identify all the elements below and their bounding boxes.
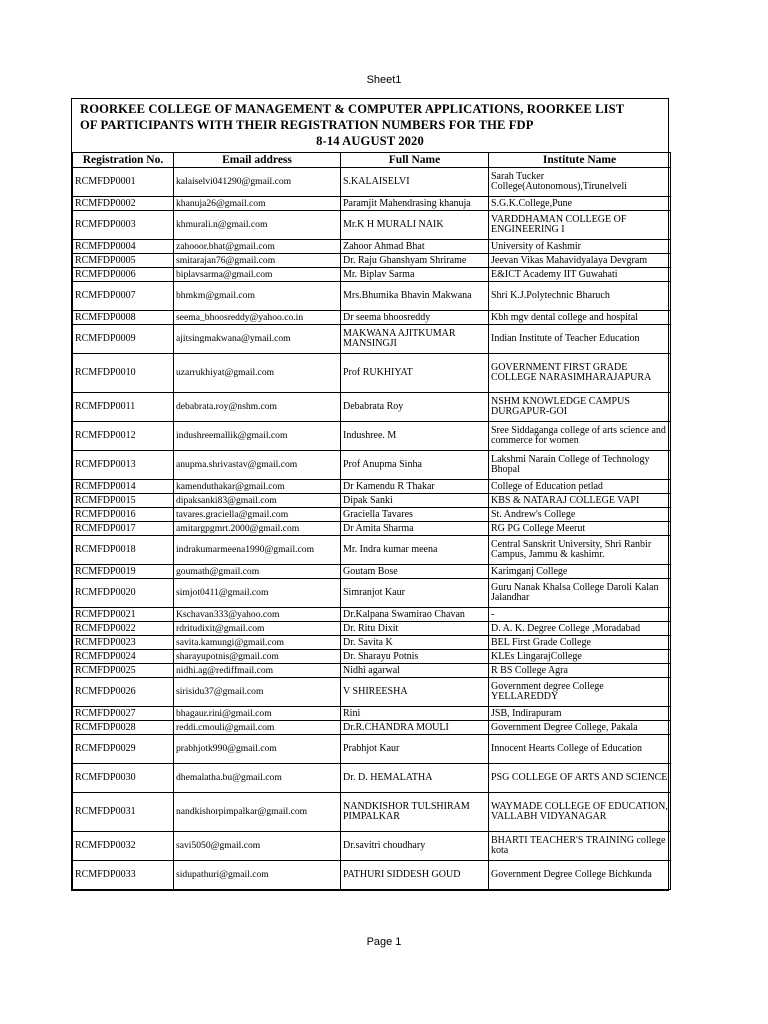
page-number-footer: Page 1: [366, 936, 402, 948]
table-row: [73, 451, 671, 480]
cell-registration-no: RCMFDP0026: [73, 678, 174, 707]
cell-email: smitarajan76@gmail.com: [174, 254, 341, 268]
cell-email: sharayupotnis@gmail.com: [174, 650, 341, 664]
table-row: [73, 393, 671, 422]
cell-institute-name: Central Sanskrit University, Shri Ranbir Campus, Jammu & kashimr.: [489, 536, 671, 565]
cell-registration-no: RCMFDP0013: [73, 451, 174, 480]
cell-registration-no: RCMFDP0017: [73, 522, 174, 536]
cell-registration-no: RCMFDP0009: [73, 325, 174, 354]
table-row: [73, 254, 671, 268]
column-header-email: Email address: [174, 153, 341, 168]
cell-full-name: Dr. D. HEMALATHA: [341, 764, 489, 793]
cell-email: khanuja26@gmail.com: [174, 197, 341, 211]
cell-registration-no: RCMFDP0012: [73, 422, 174, 451]
cell-email: uzarrukhiyat@gmail.com: [174, 354, 341, 393]
cell-registration-no: RCMFDP0001: [73, 168, 174, 197]
table-row: [73, 608, 671, 622]
cell-email: nandkishorpimpalkar@gmail.com: [174, 793, 341, 832]
cell-institute-name: PSG COLLEGE OF ARTS AND SCIENCE: [489, 764, 671, 793]
cell-registration-no: RCMFDP0025: [73, 664, 174, 678]
cell-email: debabrata.roy@nshm.com: [174, 393, 341, 422]
table-row: [73, 622, 671, 636]
table-row: [73, 354, 671, 393]
cell-institute-name: Lakshmi Narain College of Technology Bhopal: [489, 451, 671, 480]
cell-institute-name: BHARTI TEACHER'S TRAINING college kota: [489, 832, 671, 861]
cell-registration-no: RCMFDP0003: [73, 211, 174, 240]
cell-registration-no: RCMFDP0010: [73, 354, 174, 393]
cell-email: bhagaur.rini@gmail.com: [174, 707, 341, 721]
cell-institute-name: Shri K.J.Polytechnic Bharuch: [489, 282, 671, 311]
cell-institute-name: VARDDHAMAN COLLEGE OF ENGINEERING I: [489, 211, 671, 240]
cell-full-name: Rini: [341, 707, 489, 721]
table-row: [73, 494, 671, 508]
cell-full-name: Indushree. M: [341, 422, 489, 451]
title-line-3: 8-14 AUGUST 2020: [316, 134, 424, 148]
table-row: [73, 325, 671, 354]
cell-registration-no: RCMFDP0011: [73, 393, 174, 422]
cell-full-name: Mr. Biplav Sarma: [341, 268, 489, 282]
cell-full-name: Paramjit Mahendrasing khanuja: [341, 197, 489, 211]
table-row: [73, 565, 671, 579]
cell-registration-no: RCMFDP0028: [73, 721, 174, 735]
table-row: [73, 480, 671, 494]
cell-full-name: Simranjot Kaur: [341, 579, 489, 608]
cell-registration-no: RCMFDP0030: [73, 764, 174, 793]
cell-email: dhemalatha.bu@gmail.com: [174, 764, 341, 793]
cell-institute-name: Innocent Hearts College of Education: [489, 735, 671, 764]
cell-email: indrakumarmeena1990@gmail.com: [174, 536, 341, 565]
cell-institute-name: WAYMADE COLLEGE OF EDUCATION, VALLABH VIDYANAGAR: [489, 793, 671, 832]
table-header-row: [73, 153, 671, 168]
cell-registration-no: RCMFDP0008: [73, 311, 174, 325]
cell-institute-name: Jeevan Vikas Mahavidyalaya Devgram: [489, 254, 671, 268]
cell-registration-no: RCMFDP0014: [73, 480, 174, 494]
cell-registration-no: RCMFDP0020: [73, 579, 174, 608]
cell-full-name: Dr. Ritu Dixit: [341, 622, 489, 636]
cell-email: dipaksanki83@gmail.com: [174, 494, 341, 508]
cell-registration-no: RCMFDP0005: [73, 254, 174, 268]
cell-institute-name: NSHM KNOWLEDGE CAMPUS DURGAPUR-GOI: [489, 393, 671, 422]
cell-email: seema_bhoosreddy@yahoo.co.in: [174, 311, 341, 325]
column-header-full-name: Full Name: [341, 153, 489, 168]
cell-email: zahooor.bhat@gmail.com: [174, 240, 341, 254]
column-header-institute: Institute Name: [489, 153, 671, 168]
cell-email: nidhi.ag@rediffmail.com: [174, 664, 341, 678]
table-row: [73, 764, 671, 793]
cell-email: Kschavan333@yahoo.com: [174, 608, 341, 622]
table-row: [73, 508, 671, 522]
cell-full-name: Dr seema bhoosreddy: [341, 311, 489, 325]
cell-full-name: Graciella Tavares: [341, 508, 489, 522]
table-row: [73, 636, 671, 650]
cell-full-name: Goutam Bose: [341, 565, 489, 579]
table-row: [73, 311, 671, 325]
cell-email: kamenduthakar@gmail.com: [174, 480, 341, 494]
cell-email: indushreemallik@gmail.com: [174, 422, 341, 451]
cell-email: sidupathuri@gmail.com: [174, 861, 341, 890]
cell-email: simjot0411@gmail.com: [174, 579, 341, 608]
cell-email: rdritudixit@gmail.com: [174, 622, 341, 636]
cell-full-name: Mr. Indra kumar meena: [341, 536, 489, 565]
cell-institute-name: BEL First Grade College: [489, 636, 671, 650]
cell-email: biplavsarma@gmail.com: [174, 268, 341, 282]
cell-full-name: Debabrata Roy: [341, 393, 489, 422]
cell-registration-no: RCMFDP0018: [73, 536, 174, 565]
table-row: [73, 832, 671, 861]
cell-full-name: Mrs.Bhumika Bhavin Makwana: [341, 282, 489, 311]
cell-email: savi5050@gmail.com: [174, 832, 341, 861]
table-row: [73, 168, 671, 197]
column-header-registration: Registration No.: [73, 153, 174, 168]
cell-institute-name: Sarah Tucker College(Autonomous),Tirunelveli: [489, 168, 671, 197]
cell-full-name: Prof Anupma Sinha: [341, 451, 489, 480]
table-row: [73, 735, 671, 764]
cell-registration-no: RCMFDP0027: [73, 707, 174, 721]
cell-registration-no: RCMFDP0033: [73, 861, 174, 890]
cell-institute-name: College of Education petlad: [489, 480, 671, 494]
cell-institute-name: Sree Siddaganga college of arts science and commerce for women: [489, 422, 671, 451]
cell-institute-name: RG PG College Meerut: [489, 522, 671, 536]
cell-full-name: Dipak Sanki: [341, 494, 489, 508]
cell-institute-name: University of Kashmir: [489, 240, 671, 254]
table-row: [73, 522, 671, 536]
cell-registration-no: RCMFDP0024: [73, 650, 174, 664]
cell-full-name: Mr.K H MURALI NAIK: [341, 211, 489, 240]
cell-institute-name: Indian Institute of Teacher Education: [489, 325, 671, 354]
cell-email: savita.kamungi@gmail.com: [174, 636, 341, 650]
participants-table: [72, 152, 671, 890]
cell-institute-name: Guru Nanak Khalsa College Daroli Kalan Jalandhar: [489, 579, 671, 608]
cell-email: amitargpgmrt.2000@gmail.com: [174, 522, 341, 536]
cell-full-name: Dr. Sharayu Potnis: [341, 650, 489, 664]
table-row: [73, 240, 671, 254]
cell-email: ajitsingmakwana@ymail.com: [174, 325, 341, 354]
cell-registration-no: RCMFDP0031: [73, 793, 174, 832]
cell-registration-no: RCMFDP0029: [73, 735, 174, 764]
cell-email: khmurali.n@gmail.com: [174, 211, 341, 240]
cell-email: prabhjotk990@gmail.com: [174, 735, 341, 764]
table-row: [73, 793, 671, 832]
table-row: [73, 268, 671, 282]
cell-full-name: NANDKISHOR TULSHIRAM PIMPALKAR: [341, 793, 489, 832]
cell-email: tavares.graciella@gmail.com: [174, 508, 341, 522]
sheet-name-header: Sheet1: [366, 74, 402, 86]
table-row: [73, 721, 671, 735]
cell-institute-name: S.G.K.College,Pune: [489, 197, 671, 211]
cell-full-name: Dr.Kalpana Swamirao Chavan: [341, 608, 489, 622]
cell-email: bhmkm@gmail.com: [174, 282, 341, 311]
cell-registration-no: RCMFDP0007: [73, 282, 174, 311]
cell-registration-no: RCMFDP0015: [73, 494, 174, 508]
table-body: [73, 168, 671, 890]
cell-institute-name: Kbh mgv dental college and hospital: [489, 311, 671, 325]
table-row: [73, 707, 671, 721]
cell-full-name: Dr Amita Sharma: [341, 522, 489, 536]
cell-institute-name: Government Degree College, Pakala: [489, 721, 671, 735]
cell-full-name: Prabhjot Kaur: [341, 735, 489, 764]
cell-full-name: S.KALAISELVI: [341, 168, 489, 197]
cell-institute-name: St. Andrew's College: [489, 508, 671, 522]
cell-institute-name: E&ICT Academy IIT Guwahati: [489, 268, 671, 282]
title-line-2: OF PARTICIPANTS WITH THEIR REGISTRATION NUMBERS FOR THE FDP: [80, 118, 534, 132]
cell-email: reddi.cmouli@gmail.com: [174, 721, 341, 735]
cell-registration-no: RCMFDP0019: [73, 565, 174, 579]
cell-full-name: Zahoor Ahmad Bhat: [341, 240, 489, 254]
table-row: [73, 664, 671, 678]
table-row: [73, 650, 671, 664]
cell-registration-no: RCMFDP0021: [73, 608, 174, 622]
cell-full-name: Dr. Savita K: [341, 636, 489, 650]
cell-institute-name: KBS & NATARAJ COLLEGE VAPI: [489, 494, 671, 508]
table-row: [73, 536, 671, 565]
cell-full-name: Dr Kamendu R Thakar: [341, 480, 489, 494]
table-row: [73, 678, 671, 707]
cell-full-name: Nidhi agarwal: [341, 664, 489, 678]
cell-registration-no: RCMFDP0002: [73, 197, 174, 211]
table-row: [73, 211, 671, 240]
title-line-1: ROORKEE COLLEGE OF MANAGEMENT & COMPUTER APPLICATIONS, ROORKEE LIST: [80, 102, 625, 116]
cell-registration-no: RCMFDP0023: [73, 636, 174, 650]
table-row: [73, 197, 671, 211]
cell-institute-name: Government Degree College Bichkunda: [489, 861, 671, 890]
table-row: [73, 579, 671, 608]
cell-institute-name: R BS College Agra: [489, 664, 671, 678]
cell-institute-name: Karimganj College: [489, 565, 671, 579]
cell-email: kalaiselvi041290@gmail.com: [174, 168, 341, 197]
document-title: [72, 99, 668, 152]
cell-full-name: V SHIREESHA: [341, 678, 489, 707]
cell-full-name: Dr. Raju Ghanshyam Shrirame: [341, 254, 489, 268]
cell-registration-no: RCMFDP0016: [73, 508, 174, 522]
table-row: [73, 861, 671, 890]
cell-institute-name: Government degree College YELLAREDDY: [489, 678, 671, 707]
cell-email: anupma.shrivastav@gmail.com: [174, 451, 341, 480]
cell-registration-no: RCMFDP0006: [73, 268, 174, 282]
cell-institute-name: D. A. K. Degree College ,Moradabad: [489, 622, 671, 636]
table-row: [73, 422, 671, 451]
cell-institute-name: KLEs LingarajCollege: [489, 650, 671, 664]
cell-registration-no: RCMFDP0004: [73, 240, 174, 254]
table-row: [73, 282, 671, 311]
cell-full-name: Prof RUKHIYAT: [341, 354, 489, 393]
cell-full-name: PATHURI SIDDESH GOUD: [341, 861, 489, 890]
participants-sheet: [71, 98, 669, 891]
cell-institute-name: -: [489, 608, 671, 622]
cell-email: goumath@gmail.com: [174, 565, 341, 579]
cell-full-name: Dr.savitri choudhary: [341, 832, 489, 861]
cell-registration-no: RCMFDP0032: [73, 832, 174, 861]
cell-full-name: MAKWANA AJITKUMAR MANSINGJI: [341, 325, 489, 354]
cell-email: sirisidu37@gmail.com: [174, 678, 341, 707]
cell-full-name: Dr.R.CHANDRA MOULI: [341, 721, 489, 735]
cell-institute-name: JSB, Indirapuram: [489, 707, 671, 721]
cell-registration-no: RCMFDP0022: [73, 622, 174, 636]
cell-institute-name: GOVERNMENT FIRST GRADE COLLEGE NARASIMHARAJAPURA: [489, 354, 671, 393]
